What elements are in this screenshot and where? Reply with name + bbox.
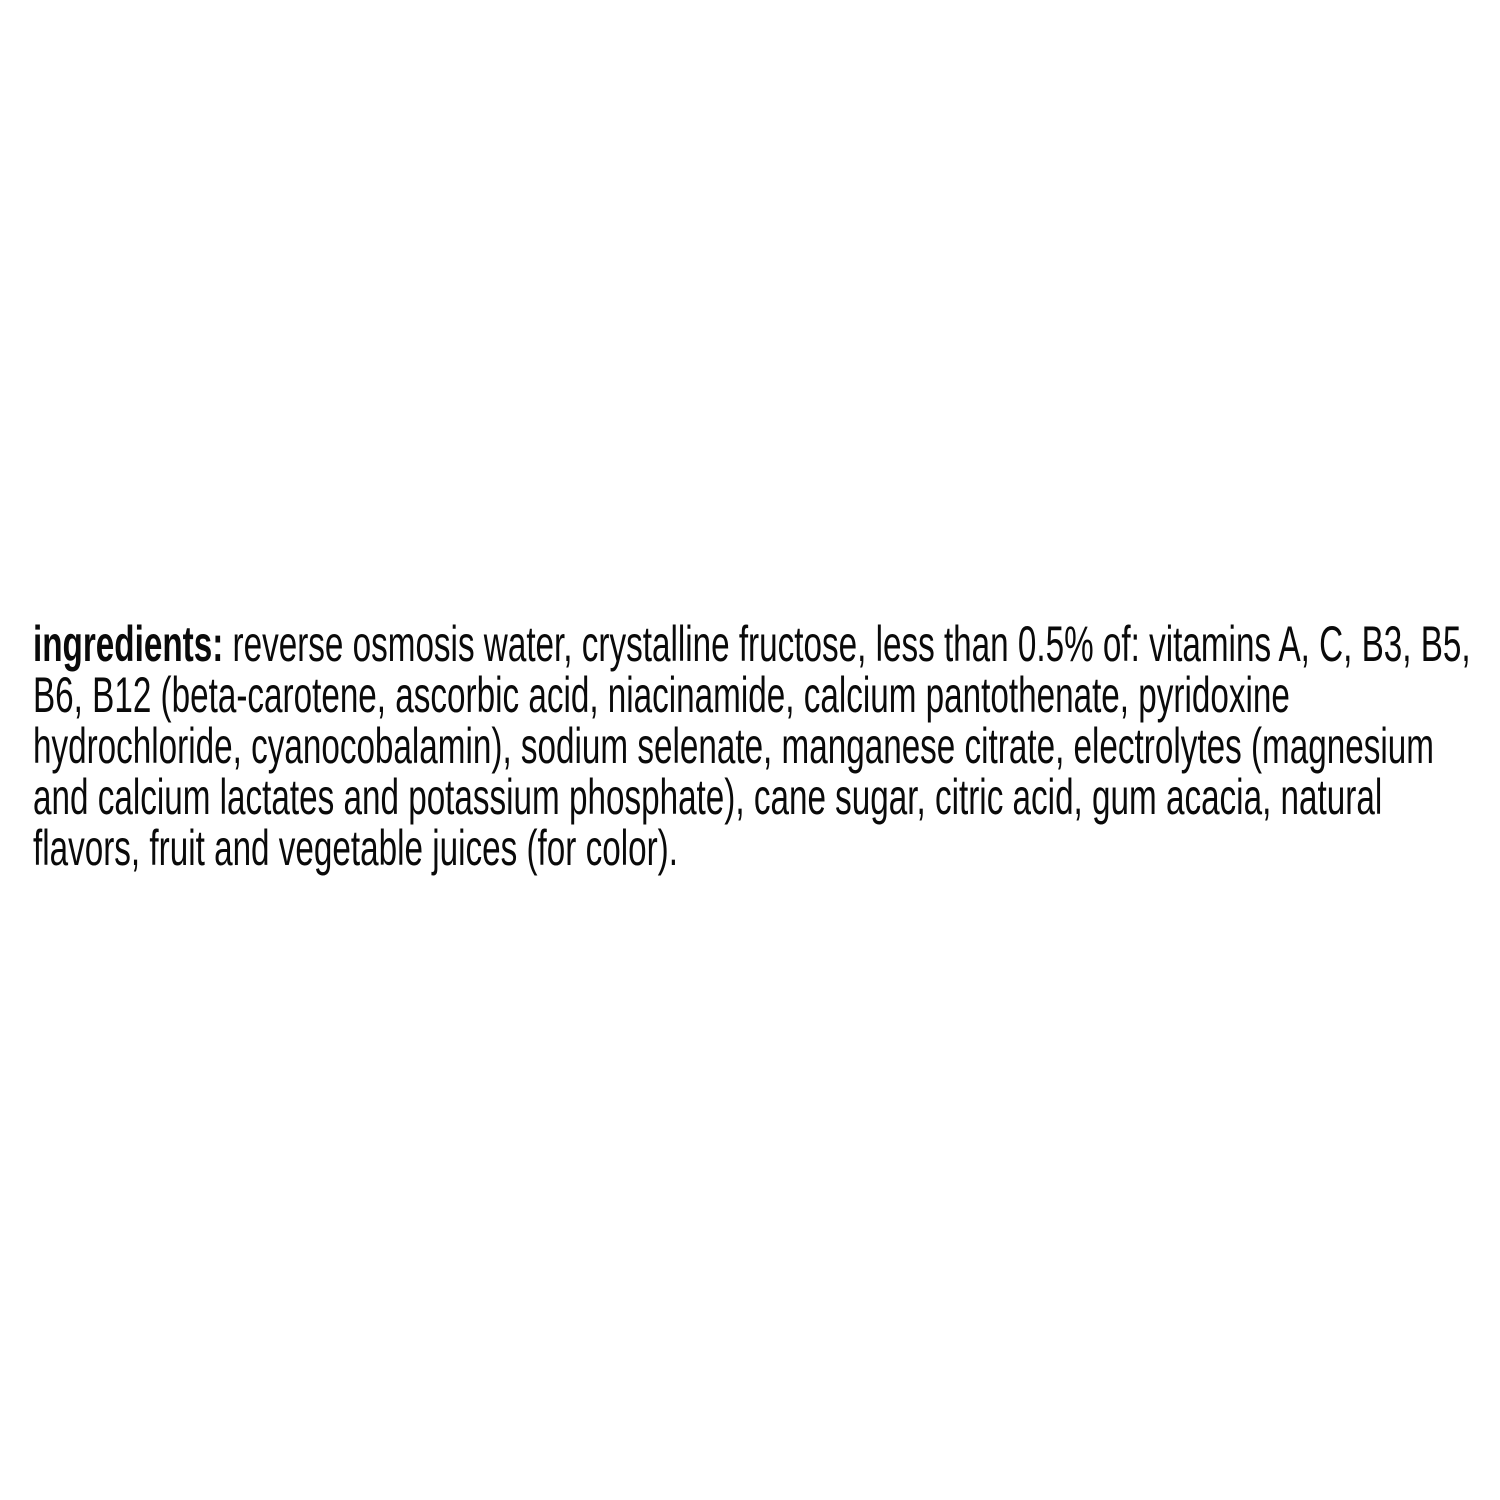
ingredients-line-1-text: reverse osmosis water, crystalline fructose, less than 0.5% of: vitamins A, C, B3, B5, [223, 616, 1471, 672]
ingredients-line: and calcium lactates and potassium phosphate), cane sugar, citric acid, gum acacia, natural [33, 769, 1383, 825]
ingredients-line [33, 616, 1500, 672]
ingredients-line: B6, B12 (beta-carotene, ascorbic acid, niacinamide, calcium pantothenate, pyridoxine [33, 667, 1290, 723]
ingredients-line: hydrochloride, cyanocobalamin), sodium selenate, manganese citrate, electrolytes (magnesium [33, 718, 1434, 774]
ingredients-heading: ingredients: [33, 616, 224, 672]
ingredients-statement [33, 616, 1500, 876]
ingredients-line: flavors, fruit and vegetable juices (for color). [33, 820, 678, 876]
